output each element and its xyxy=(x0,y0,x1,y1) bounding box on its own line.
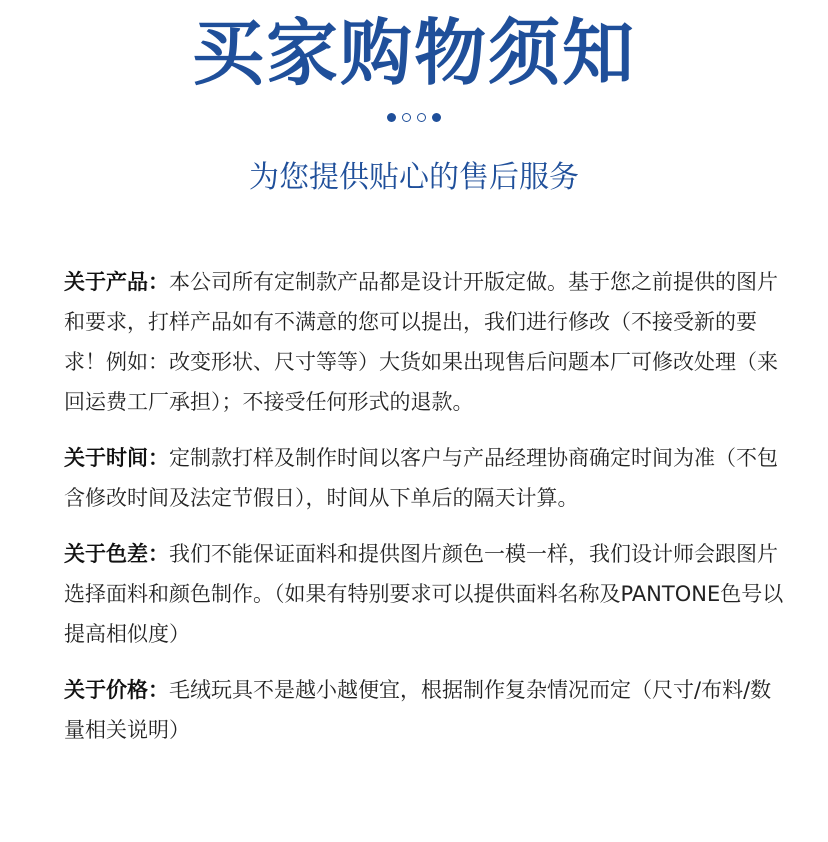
page-title: 买家购物须知 xyxy=(191,11,636,95)
dot-filled-icon xyxy=(432,113,441,122)
section-text: 本公司所有定制款产品都是设计开版定做。基于您之前提供的图片和要求，打样产品如有不满意的您可以提出，我们进行修改（不接受新的要求！例如：改变形状、尺寸等等）大货如果出现售后问题本厂可修改处理（来回运费工厂承担）；不接受任何形式的退款。 xyxy=(64,270,778,414)
section-text: 毛绒玩具不是越小越便宜，根据制作复杂情况而定（尺寸/布料/数量相关说明） xyxy=(64,678,772,742)
section-price xyxy=(64,670,784,750)
section-label: 关于产品： xyxy=(64,270,169,294)
section-text: 定制款打样及制作时间以客户与产品经理协商确定时间为准（不包含修改时间及法定节假日），时间从下单后的隔天计算。 xyxy=(64,446,778,510)
notice-content xyxy=(64,262,784,766)
section-text: 我们不能保证面料和提供图片颜色一模一样，我们设计师会跟图片选择面料和颜色制作。（如果有特别要求可以提供面料名称及PANTONE色号以提高相似度） xyxy=(64,542,784,646)
section-product xyxy=(64,262,784,422)
dot-hollow-icon xyxy=(402,113,411,122)
decorative-dots xyxy=(0,113,828,122)
dot-hollow-icon xyxy=(417,113,426,122)
dot-filled-icon xyxy=(387,113,396,122)
section-time xyxy=(64,438,784,518)
section-label: 关于时间： xyxy=(64,446,169,470)
section-color xyxy=(64,534,784,654)
page-subtitle: 为您提供贴心的售后服务 xyxy=(249,160,579,195)
section-label: 关于价格： xyxy=(64,678,169,702)
section-label: 关于色差： xyxy=(64,542,169,566)
